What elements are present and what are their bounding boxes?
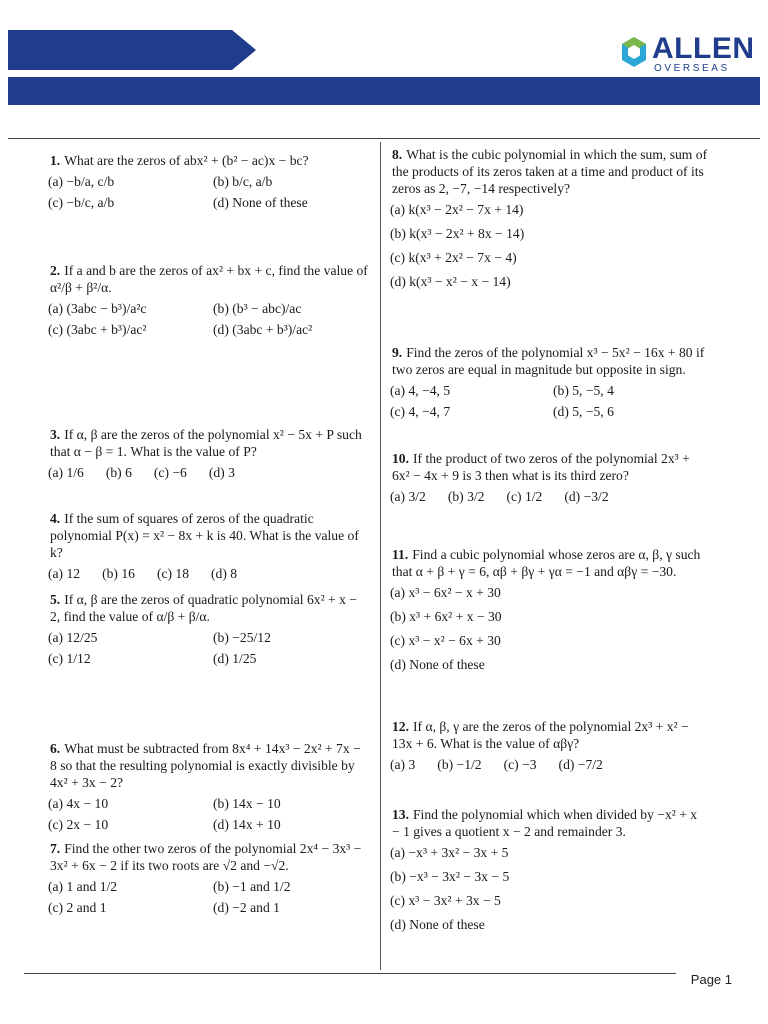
question-6 bbox=[48, 740, 370, 833]
question-number: 3. bbox=[50, 427, 61, 442]
question-text: If α, β are the zeros of quadratic polynomial 6x² + x − 2, find the value of α/β + β/α. bbox=[50, 592, 357, 624]
question-stem bbox=[390, 450, 708, 484]
options-group bbox=[48, 173, 370, 211]
answer-option: (c) k(x³ + 2x² − 7x − 4) bbox=[390, 250, 517, 265]
question-number: 10. bbox=[392, 451, 409, 466]
question-number: 11. bbox=[392, 547, 409, 562]
question-5 bbox=[48, 591, 370, 667]
options-group bbox=[390, 844, 708, 933]
question-stem bbox=[390, 344, 708, 378]
answer-option: (a) 3/2 bbox=[390, 489, 426, 504]
options-group bbox=[48, 878, 370, 916]
question-text: Find the polynomial which when divided by −x² + x − 1 gives a quotient x − 2 and remainder 3. bbox=[392, 807, 698, 839]
answer-option: (c) 1/12 bbox=[48, 651, 91, 666]
answer-option: (a) (3abc − b³)/a²c bbox=[48, 301, 147, 316]
answer-option: (c) −b/c, a/b bbox=[48, 195, 115, 210]
answer-option: (c) (3abc + b³)/ac² bbox=[48, 322, 147, 337]
question-text: If α, β, γ are the zeros of the polynomial 2x³ + x² − 13x + 6. What is the value of αβγ? bbox=[392, 719, 689, 751]
answer-option: (c) −3 bbox=[503, 757, 537, 772]
question-stem bbox=[390, 806, 708, 840]
question-stem bbox=[390, 718, 708, 752]
answer-option: (d) (3abc + b³)/ac² bbox=[213, 322, 313, 337]
question-number: 7. bbox=[50, 841, 61, 856]
question-stem bbox=[48, 840, 370, 874]
column-divider bbox=[380, 142, 381, 970]
question-text: Find a cubic polynomial whose zeros are α, β, γ such that α + β + γ = 6, αβ + βγ + γα = −1 and αβγ = −30. bbox=[392, 547, 701, 579]
answer-option: (a) 4, −4, 5 bbox=[390, 383, 451, 398]
answer-option: (a) k(x³ − 2x² − 7x + 14) bbox=[390, 202, 524, 217]
answer-option: (b) b/c, a/b bbox=[213, 174, 273, 189]
options-group bbox=[48, 795, 370, 833]
answer-option: (b) 5, −5, 4 bbox=[553, 383, 614, 398]
answer-option: (a) 1/6 bbox=[48, 465, 84, 480]
answer-option: (d) 1/25 bbox=[213, 651, 257, 666]
question-2 bbox=[48, 262, 370, 338]
page-number: Page 1 bbox=[690, 972, 732, 987]
question-text: What are the zeros of abx² + (b² − ac)x − bc? bbox=[64, 153, 309, 168]
answer-option: (c) 18 bbox=[156, 566, 190, 581]
answer-option: (b) 3/2 bbox=[447, 489, 485, 504]
answer-option: (c) 4, −4, 7 bbox=[390, 404, 451, 419]
answer-option: (a) 12 bbox=[48, 566, 81, 581]
answer-option: (a) 1 and 1/2 bbox=[48, 879, 118, 894]
top-divider bbox=[8, 138, 760, 139]
answer-option: (c) 2x − 10 bbox=[48, 817, 109, 832]
answer-option: (a) −b/a, c/b bbox=[48, 174, 115, 189]
answer-option: (d) None of these bbox=[390, 917, 485, 932]
question-stem bbox=[390, 146, 708, 197]
answer-option: (d) None of these bbox=[213, 195, 308, 210]
question-stem bbox=[48, 262, 370, 296]
options-group bbox=[48, 565, 370, 582]
question-text: If the sum of squares of zeros of the quadratic polynomial P(x) = x² − 8x + k is 40. What is the value of k? bbox=[50, 511, 359, 560]
question-text: Find the other two zeros of the polynomial 2x⁴ − 3x³ − 3x² + 6x − 2 if its two roots are √2 and −√2. bbox=[50, 841, 362, 873]
answer-option: (d) None of these bbox=[390, 657, 485, 672]
options-group bbox=[48, 300, 370, 338]
question-9 bbox=[390, 344, 708, 420]
answer-option: (b) 14x − 10 bbox=[213, 796, 281, 811]
answer-option: (d) k(x³ − x² − x − 14) bbox=[390, 274, 511, 289]
question-number: 4. bbox=[50, 511, 61, 526]
brand-name: ALLEN bbox=[652, 32, 755, 65]
answer-option: (d) 8 bbox=[211, 566, 238, 581]
question-11 bbox=[390, 546, 708, 673]
question-number: 12. bbox=[392, 719, 409, 734]
header-bar bbox=[8, 77, 760, 105]
answer-option: (a) −x³ + 3x² − 3x + 5 bbox=[390, 845, 509, 860]
options-group bbox=[390, 756, 708, 773]
answer-option: (d) −7/2 bbox=[558, 757, 603, 772]
header-arrow-banner bbox=[8, 30, 232, 70]
hexagon-logo-icon bbox=[620, 36, 648, 68]
answer-option: (c) x³ − 3x² + 3x − 5 bbox=[390, 893, 501, 908]
question-number: 5. bbox=[50, 592, 61, 607]
question-12 bbox=[390, 718, 708, 773]
answer-option: (a) 4x − 10 bbox=[48, 796, 109, 811]
answer-option: (a) 3 bbox=[390, 757, 416, 772]
answer-option: (a) x³ − 6x² − x + 30 bbox=[390, 585, 501, 600]
question-3 bbox=[48, 426, 370, 481]
question-stem bbox=[48, 426, 370, 460]
answer-option: (d) −3/2 bbox=[564, 489, 609, 504]
question-stem bbox=[48, 510, 370, 561]
question-4 bbox=[48, 510, 370, 582]
answer-option: (d) 5, −5, 6 bbox=[553, 404, 614, 419]
question-number: 2. bbox=[50, 263, 61, 278]
question-text: What must be subtracted from 8x⁴ + 14x³ − 2x² + 7x − 8 so that the resulting polynomial is exactly divisible by 4x² + 3x − 2? bbox=[50, 741, 361, 790]
options-group bbox=[390, 584, 708, 673]
brand-subtitle: OVERSEAS bbox=[654, 63, 730, 74]
question-stem bbox=[390, 546, 708, 580]
options-group bbox=[48, 464, 370, 481]
question-1 bbox=[48, 152, 370, 211]
question-8 bbox=[390, 146, 708, 290]
answer-option: (d) 14x + 10 bbox=[213, 817, 281, 832]
footer-divider bbox=[24, 973, 676, 974]
question-7 bbox=[48, 840, 370, 916]
answer-option: (b) −x³ − 3x² − 3x − 5 bbox=[390, 869, 510, 884]
question-text: Find the zeros of the polynomial x³ − 5x² − 16x + 80 if two zeros are equal in magnitude but opposite in sign. bbox=[392, 345, 705, 377]
question-stem bbox=[48, 152, 370, 169]
options-group bbox=[390, 201, 708, 290]
answer-option: (b) −1 and 1/2 bbox=[213, 879, 291, 894]
question-number: 9. bbox=[392, 345, 403, 360]
answer-option: (d) −2 and 1 bbox=[213, 900, 280, 915]
answer-option: (b) 6 bbox=[105, 465, 132, 480]
question-13 bbox=[390, 806, 708, 933]
question-text: If a and b are the zeros of ax² + bx + c, find the value of α²/β + β²/α. bbox=[50, 263, 368, 295]
answer-option: (b) −1/2 bbox=[437, 757, 482, 772]
options-group bbox=[390, 488, 708, 505]
options-group bbox=[48, 629, 370, 667]
answer-option: (b) k(x³ − 2x² + 8x − 14) bbox=[390, 226, 525, 241]
answer-option: (d) 3 bbox=[208, 465, 235, 480]
allen-logo bbox=[618, 32, 758, 76]
answer-option: (c) x³ − x² − 6x + 30 bbox=[390, 633, 501, 648]
question-text: If the product of two zeros of the polynomial 2x³ + 6x² − 4x + 9 is 3 then what is its third zero? bbox=[392, 451, 690, 483]
answer-option: (b) (b³ − abc)/ac bbox=[213, 301, 302, 316]
question-10 bbox=[390, 450, 708, 505]
answer-option: (b) 16 bbox=[102, 566, 135, 581]
answer-option: (c) −6 bbox=[153, 465, 187, 480]
answer-option: (c) 1/2 bbox=[506, 489, 543, 504]
question-stem bbox=[48, 740, 370, 791]
question-stem bbox=[48, 591, 370, 625]
question-number: 6. bbox=[50, 741, 61, 756]
answer-option: (b) x³ + 6x² + x − 30 bbox=[390, 609, 502, 624]
answer-option: (a) 12/25 bbox=[48, 630, 98, 645]
question-text: If α, β are the zeros of the polynomial x² − 5x + P such that α − β = 1. What is the value of P? bbox=[50, 427, 362, 459]
question-number: 1. bbox=[50, 153, 61, 168]
answer-option: (c) 2 and 1 bbox=[48, 900, 107, 915]
question-text: What is the cubic polynomial in which the sum, sum of the products of its zeros taken at a time and product of its zeros as 2, −7, −14 respectively? bbox=[392, 147, 708, 196]
options-group bbox=[390, 382, 708, 420]
question-number: 8. bbox=[392, 147, 403, 162]
question-number: 13. bbox=[392, 807, 409, 822]
answer-option: (b) −25/12 bbox=[213, 630, 271, 645]
